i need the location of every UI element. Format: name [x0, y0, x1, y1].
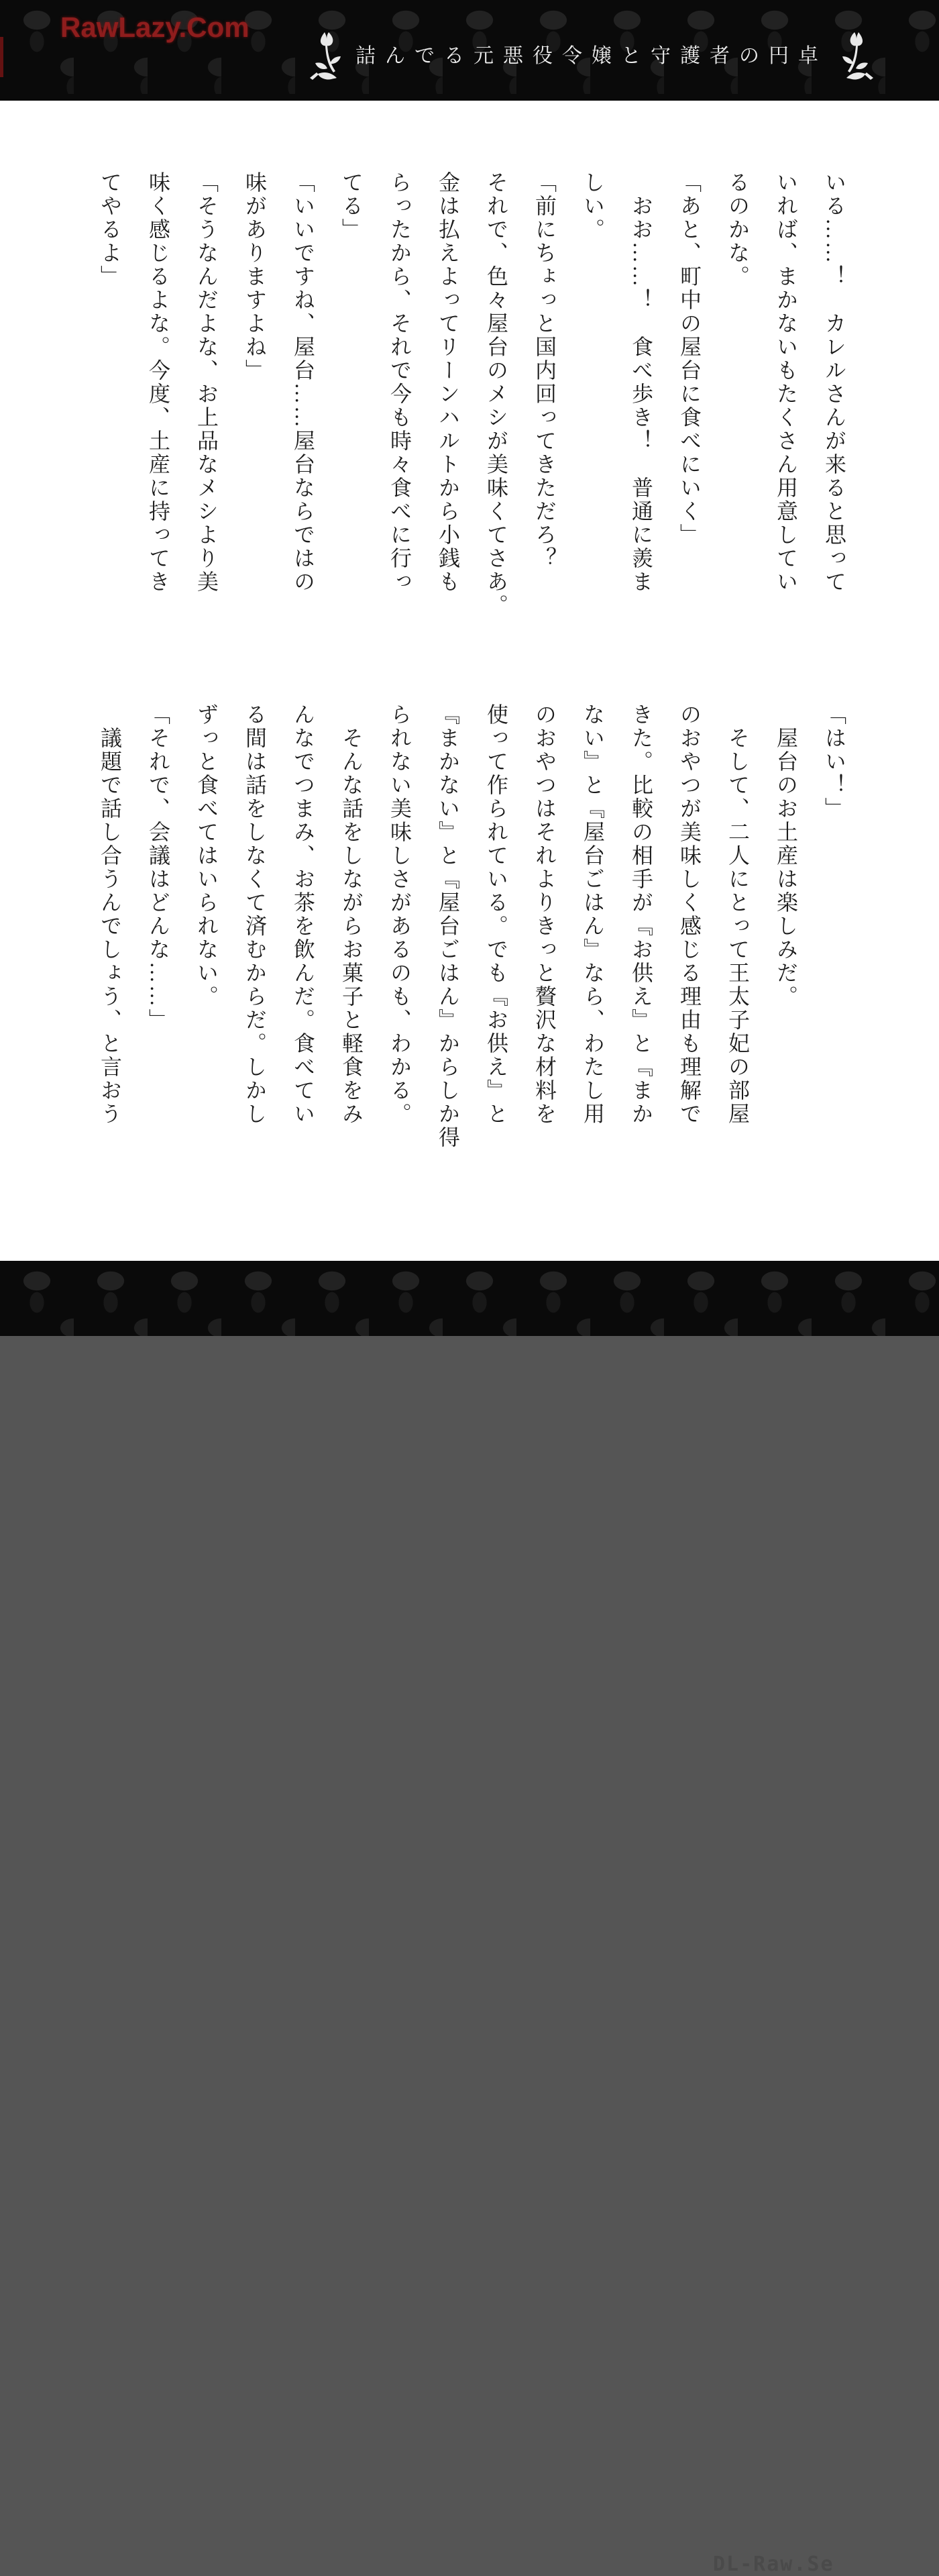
bottom-border-damask-pattern [0, 1261, 939, 2576]
text-column: のおやつが美味しく感じる理由も理解で [677, 703, 702, 1126]
text-column: んなでつまみ、お茶を飲んだ。食べてい [291, 703, 315, 1126]
top-border-damask-pattern [0, 0, 939, 101]
text-column: てやるよ」 [98, 171, 122, 289]
text-column: そして、二人にとって王太子妃の部屋 [726, 727, 750, 1126]
text-column: それで、色々屋台のメシが美味くてさあ。 [484, 171, 508, 617]
tulip-ornament-left-icon [309, 31, 345, 82]
text-column: られない美味しさがあるのも、わかる。 [388, 703, 412, 1126]
rawlazy-watermark: RawLazy.Com [60, 11, 250, 43]
text-column: 味がありますよね」 [243, 171, 267, 382]
text-column: そんな話をしながらお菓子と軽食をみ [339, 727, 364, 1126]
text-column: 「前にちょっと国内回ってきただろ？ [533, 171, 557, 570]
series-title-row [309, 31, 875, 82]
text-column: 『まかない』と『屋台ごはん』からしか得 [436, 703, 460, 1149]
text-column: いる……！ カレルさんが来ると思って [822, 171, 846, 594]
text-column: ずっと食べてはいられない。 [195, 703, 219, 1009]
text-column: おお……！ 食べ歩き！ 普通に羨ま [629, 195, 653, 594]
text-column: いれば、まかないもたくさん用意してい [774, 171, 798, 594]
text-column: 「そうなんだよな、お上品なメシより美 [195, 171, 219, 594]
text-column: る間は話をしなくて済むからだ。しかし [243, 703, 267, 1126]
scan-artifact-red [0, 37, 3, 77]
text-column: 金は払えよってリーンハルトから小銭も [436, 171, 460, 594]
text-column: 議題で話し合うんでしょう、と言おう [98, 727, 122, 1126]
text-column: てる」 [339, 171, 364, 242]
text-column: しい。 [581, 171, 605, 242]
text-block-2 [86, 703, 859, 1149]
tulip-ornament-right-icon [838, 31, 875, 82]
text-column: 「あと、町中の屋台に食べにいく」 [677, 171, 702, 547]
text-column: 「いいですね、屋台……屋台ならではの [291, 171, 315, 594]
text-column: きた。比較の相手が『お供え』と『まか [629, 703, 653, 1126]
text-column: 「それで、会議はどんな……」 [146, 703, 170, 1032]
text-column: るのかな。 [726, 171, 750, 289]
text-column: 使って作られている。でも『お供え』と [484, 703, 508, 1126]
text-column: のおやつはそれよりきっと贅沢な材料を [533, 703, 557, 1126]
dlraw-watermark: DL-Raw.Se [713, 2553, 834, 2576]
series-title: 詰んでる元悪役令嬢と守護者の円卓 [355, 45, 828, 67]
text-column: 屋台のお土産は楽しみだ。 [774, 727, 798, 1009]
text-column: 「はい！」 [822, 703, 846, 821]
text-column: ない』と『屋台ごはん』なら、わたし用 [581, 703, 605, 1126]
text-block-1 [86, 171, 859, 617]
text-column: らったから、それで今も時々食べに行っ [388, 171, 412, 594]
text-column: 味く感じるよな。今度、土産に持ってき [146, 171, 170, 594]
